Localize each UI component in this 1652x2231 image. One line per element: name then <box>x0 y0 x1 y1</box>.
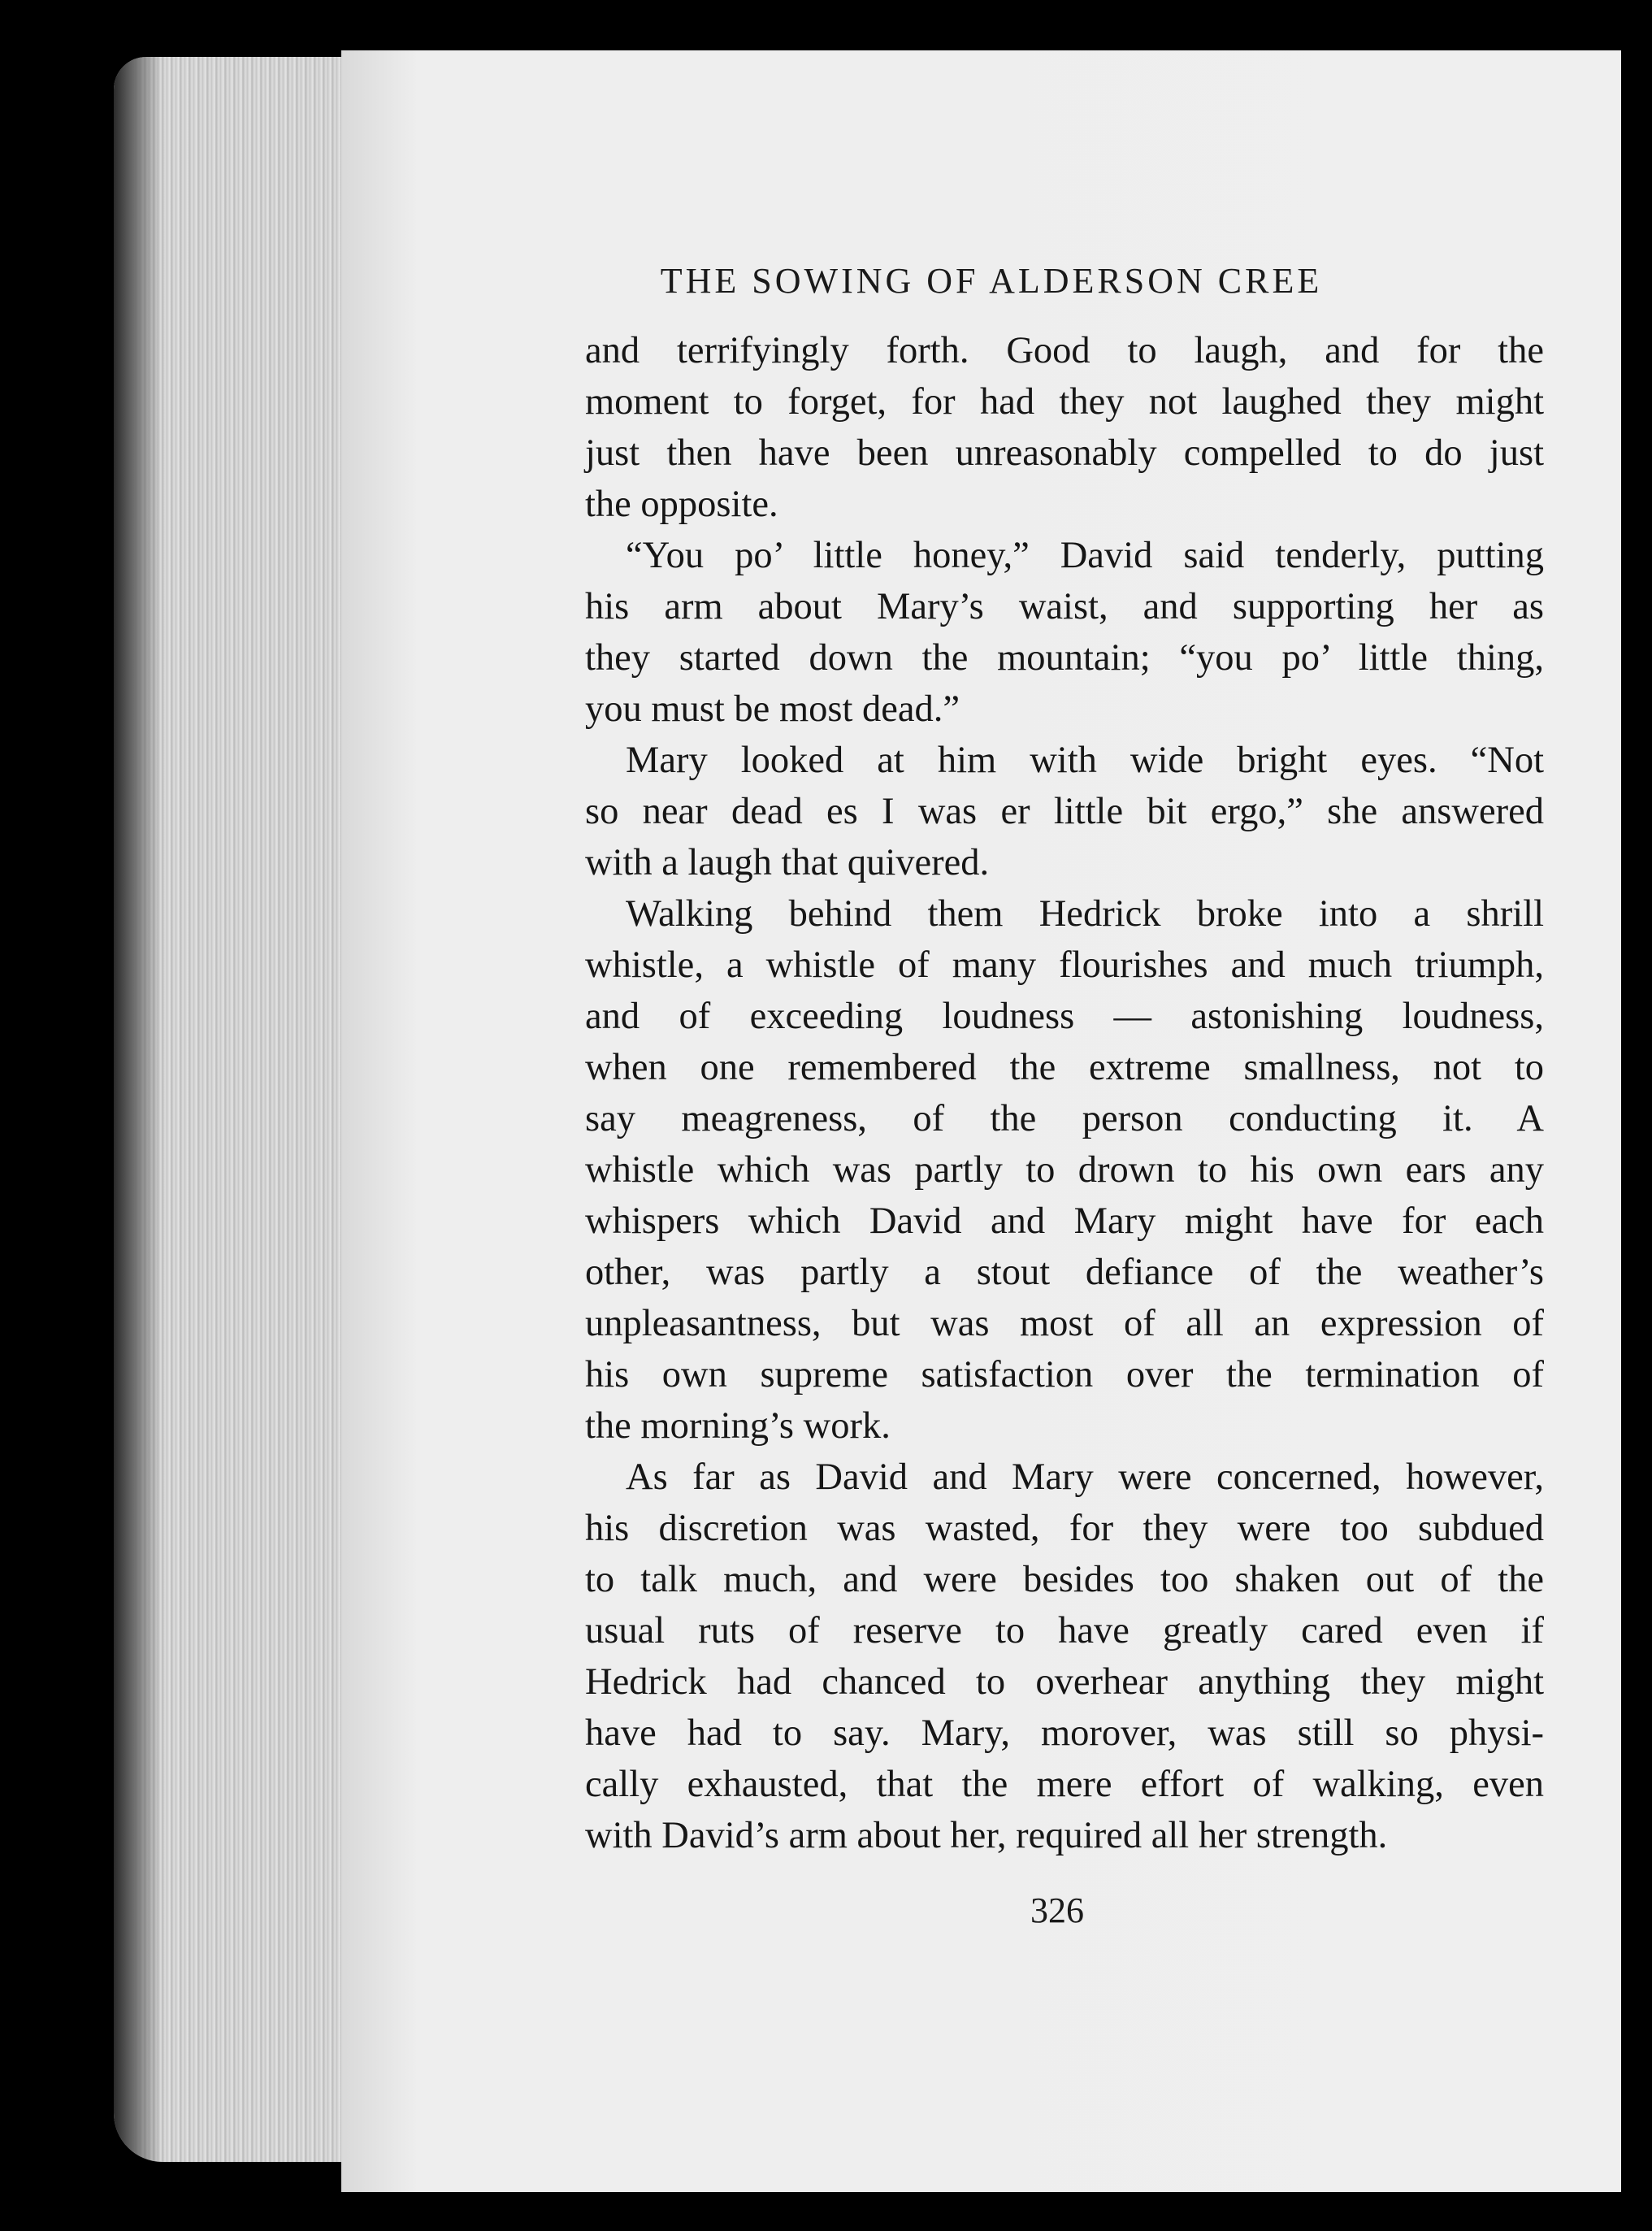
paragraph <box>585 530 1544 735</box>
paragraph <box>585 325 1544 530</box>
text-line: As far as David and Mary were concerned, however, <box>626 1456 1544 1498</box>
text-line: moment to forget, for had they not laughed they might <box>585 381 1544 423</box>
text-line: and terrifyingly forth. Good to laugh, and for the <box>585 330 1544 371</box>
text-line: they started down the mountain; “you po’ little thing, <box>585 637 1544 679</box>
paragraph <box>585 1452 1544 1861</box>
body-text <box>585 325 1544 1861</box>
text-line: whispers which David and Mary might have for each <box>585 1200 1544 1242</box>
page-number: 326 <box>1030 1890 1084 1930</box>
text-line: when one remembered the extreme smallness, not to <box>585 1047 1544 1088</box>
text-line: say meagreness, of the person conducting it. A <box>585 1098 1544 1139</box>
text-line: whistle, a whistle of many flourishes and much triumph, <box>585 944 1544 986</box>
text-line: unpleasantness, but was most of all an expression of <box>585 1303 1544 1344</box>
text-line: to talk much, and were besides too shaken out of the <box>585 1559 1544 1600</box>
text-line: and of exceeding loudness — astonishing loudness, <box>585 996 1544 1037</box>
text-line: so near dead es I was er little bit ergo,” she answered <box>585 791 1544 832</box>
text-line: his arm about Mary’s waist, and supporting her as <box>585 586 1544 627</box>
text-line: “You po’ little honey,” David said tenderly, putting <box>626 535 1544 576</box>
text-line: with David’s arm about her, required all her strength. <box>585 1815 1388 1856</box>
text-line: usual ruts of reserve to have greatly cared even if <box>585 1610 1544 1652</box>
paragraph <box>585 735 1544 888</box>
text-line: other, was partly a stout defiance of the weather’s <box>585 1252 1544 1293</box>
text-line: whistle which was partly to drown to his own ears any <box>585 1149 1544 1191</box>
text-line: just then have been unreasonably compelled to do just <box>585 432 1544 474</box>
paragraph <box>585 888 1544 1452</box>
text-line: his own supreme satisfaction over the termination of <box>585 1354 1544 1395</box>
text-line: his discretion was wasted, for they were too subdued <box>585 1508 1544 1549</box>
book-page-edges <box>114 57 349 2162</box>
text-line: Walking behind them Hedrick broke into a shrill <box>626 893 1544 935</box>
text-line: you must be most dead.” <box>585 688 960 730</box>
text-line: Hedrick had chanced to overhear anything they might <box>585 1661 1544 1703</box>
running-head: THE SOWING OF ALDERSON CREE <box>660 261 1323 301</box>
text-line: Mary looked at him with wide bright eyes. “Not <box>626 740 1544 781</box>
text-line: with a laugh that quivered. <box>585 842 990 883</box>
text-line: cally exhausted, that the mere effort of walking, even <box>585 1764 1544 1805</box>
text-line: the morning’s work. <box>585 1405 891 1447</box>
text-line: have had to say. Mary, morover, was still so physi- <box>585 1712 1544 1754</box>
text-line: the opposite. <box>585 484 778 525</box>
